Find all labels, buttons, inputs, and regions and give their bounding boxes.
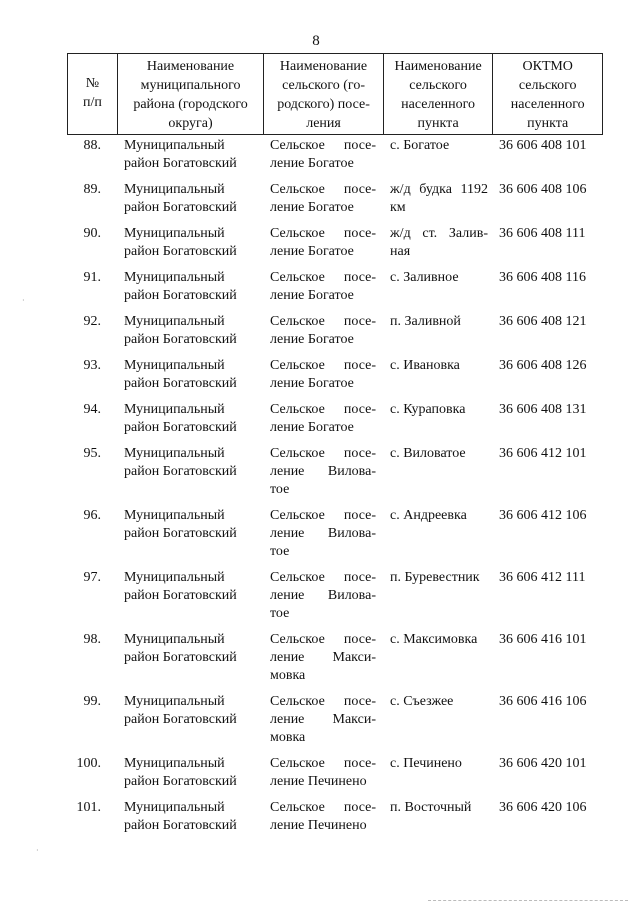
settlement-cell	[264, 181, 384, 217]
table-row	[67, 445, 603, 499]
district-line: Муниципальный	[124, 226, 225, 241]
settlement-cell	[264, 507, 384, 561]
settlement-cell	[264, 799, 384, 835]
header-locality-line: пункта	[417, 116, 459, 131]
settlement-cell	[264, 445, 384, 499]
district-cell	[117, 401, 264, 437]
settlement-line: Сельское посе-	[270, 402, 376, 417]
settlement-line: ление Макси-	[270, 650, 376, 665]
locality-line: с. Кураповка	[390, 402, 466, 417]
locality-line: с. Максимовка	[390, 632, 478, 647]
row-number: 98.	[83, 632, 101, 647]
locality-line: ная	[390, 244, 411, 259]
table-row	[67, 755, 603, 791]
header-settlement	[264, 54, 384, 134]
oktmo-code: 36 606 408 126	[499, 358, 587, 373]
district-line: район Богатовский	[124, 774, 237, 789]
header-settlement-line: родского) посе-	[277, 97, 370, 112]
table-header	[67, 53, 603, 135]
settlement-line: Сельское посе-	[270, 138, 376, 153]
locality-line: ж/д ст. Залив-	[390, 226, 488, 241]
locality-cell	[384, 569, 494, 623]
settlement-line: Сельское посе-	[270, 508, 376, 523]
oktmo-code: 36 606 408 111	[499, 226, 586, 241]
table-body	[67, 137, 603, 835]
table-row	[67, 799, 603, 835]
settlement-cell	[264, 693, 384, 747]
settlement-line: Сельское посе-	[270, 358, 376, 373]
district-line: район Богатовский	[124, 244, 237, 259]
locality-cell	[384, 799, 494, 835]
row-number: 88.	[83, 138, 101, 153]
header-settlement-line: ления	[306, 116, 341, 131]
oktmo-code: 36 606 412 101	[499, 446, 587, 461]
row-number: 100.	[76, 756, 101, 771]
table-row	[67, 225, 603, 261]
district-line: район Богатовский	[124, 420, 237, 435]
table-row	[67, 137, 603, 173]
settlement-cell	[264, 401, 384, 437]
district-line: район Богатовский	[124, 588, 237, 603]
header-settlement-line: Наименование	[279, 59, 368, 74]
locality-cell	[384, 181, 494, 217]
row-number: 96.	[83, 508, 101, 523]
row-number: 93.	[83, 358, 101, 373]
page-number: 8	[312, 33, 320, 49]
district-line: район Богатовский	[124, 156, 237, 171]
locality-cell	[384, 507, 494, 561]
row-number: 95.	[83, 446, 101, 461]
scan-speck: ·	[36, 846, 39, 855]
locality-line: с. Ивановка	[390, 358, 460, 373]
district-line: Муниципальный	[124, 570, 225, 585]
settlement-cell	[264, 631, 384, 685]
district-cell	[117, 181, 264, 217]
oktmo-code: 36 606 420 101	[499, 756, 587, 771]
row-number: 97.	[83, 570, 101, 585]
settlement-line: ление Богатое	[270, 332, 354, 347]
row-number: 92.	[83, 314, 101, 329]
settlement-cell	[264, 225, 384, 261]
locality-cell	[384, 755, 494, 791]
header-locality-line: Наименование	[394, 59, 482, 74]
settlement-line: ление Вилова-	[270, 464, 376, 479]
settlement-line: Сельское посе-	[270, 270, 376, 285]
oktmo-code: 36 606 416 106	[499, 694, 587, 709]
district-cell	[117, 569, 264, 623]
header-num-line: №	[85, 76, 100, 91]
row-number: 90.	[83, 226, 101, 241]
district-line: Муниципальный	[124, 446, 225, 461]
settlement-cell	[264, 313, 384, 349]
header-district-line: муниципального	[140, 78, 241, 93]
settlement-cell	[264, 755, 384, 791]
oktmo-code: 36 606 408 131	[499, 402, 587, 417]
table-row	[67, 631, 603, 685]
locality-line: с. Заливное	[390, 270, 459, 285]
locality-line: км	[390, 200, 406, 215]
header-oktmo-line: пункта	[527, 116, 569, 131]
locality-cell	[384, 401, 494, 437]
locality-line: п. Восточный	[390, 800, 472, 815]
district-cell	[117, 269, 264, 305]
settlement-cell	[264, 357, 384, 393]
settlement-line: ление Вилова-	[270, 588, 376, 603]
locality-line: п. Заливной	[390, 314, 461, 329]
district-cell	[117, 507, 264, 561]
district-line: Муниципальный	[124, 402, 225, 417]
district-line: Муниципальный	[124, 756, 225, 771]
header-oktmo-line: населенного	[510, 97, 585, 112]
settlement-line: ление Вилова-	[270, 526, 376, 541]
table-row	[67, 181, 603, 217]
district-line: район Богатовский	[124, 200, 237, 215]
oktmo-code: 36 606 408 116	[499, 270, 586, 285]
district-cell	[117, 225, 264, 261]
settlement-cell	[264, 269, 384, 305]
settlement-line: тое	[270, 606, 290, 621]
settlement-line: Сельское посе-	[270, 182, 376, 197]
district-line: Муниципальный	[124, 182, 225, 197]
header-district-line: Наименование	[146, 59, 235, 74]
oktmo-code: 36 606 420 106	[499, 800, 587, 815]
district-cell	[117, 631, 264, 685]
scan-speck: ·	[22, 296, 25, 305]
district-cell	[117, 357, 264, 393]
header-locality-line: населенного	[401, 97, 476, 112]
locality-line: с. Богатое	[390, 138, 450, 153]
locality-cell	[384, 445, 494, 499]
row-number: 101.	[76, 800, 101, 815]
locality-line: с. Виловатое	[390, 446, 466, 461]
settlement-line: тое	[270, 482, 290, 497]
header-num	[68, 54, 118, 134]
header-locality-line: сельского	[409, 78, 467, 93]
oktmo-code: 36 606 412 106	[499, 508, 587, 523]
settlement-line: мовка	[270, 730, 306, 745]
settlement-line: ление Богатое	[270, 244, 354, 259]
district-line: Муниципальный	[124, 314, 225, 329]
district-cell	[117, 693, 264, 747]
oktmo-code: 36 606 408 101	[499, 138, 587, 153]
district-line: район Богатовский	[124, 650, 237, 665]
settlement-line: ление Богатое	[270, 376, 354, 391]
settlement-line: Сельское посе-	[270, 800, 376, 815]
settlement-line: ление Макси-	[270, 712, 376, 727]
row-number: 94.	[83, 402, 101, 417]
district-line: район Богатовский	[124, 818, 237, 833]
settlement-line: Сельское посе-	[270, 694, 376, 709]
district-line: Муниципальный	[124, 508, 225, 523]
settlement-line: ление Богатое	[270, 156, 354, 171]
header-oktmo-line: ОКТМО	[522, 59, 573, 74]
settlement-line: ление Богатое	[270, 200, 354, 215]
header-locality	[384, 54, 494, 134]
district-cell	[117, 137, 264, 173]
settlement-line: Сельское посе-	[270, 632, 376, 647]
district-cell	[117, 755, 264, 791]
table-row	[67, 569, 603, 623]
row-number: 89.	[83, 182, 101, 197]
district-line: район Богатовский	[124, 526, 237, 541]
district-cell	[117, 313, 264, 349]
oktmo-code: 36 606 412 111	[499, 570, 586, 585]
locality-cell	[384, 631, 494, 685]
locality-cell	[384, 357, 494, 393]
district-line: район Богатовский	[124, 288, 237, 303]
settlement-line: Сельское посе-	[270, 314, 376, 329]
oktmo-code: 36 606 408 106	[499, 182, 587, 197]
settlement-line: Сельское посе-	[270, 226, 376, 241]
district-line: Муниципальный	[124, 358, 225, 373]
row-number: 91.	[83, 270, 101, 285]
district-line: район Богатовский	[124, 464, 237, 479]
settlement-line: ление Печинено	[270, 774, 367, 789]
locality-cell	[384, 225, 494, 261]
settlement-line: ление Богатое	[270, 420, 354, 435]
locality-line: ж/д будка 1192	[390, 182, 488, 197]
settlement-line: ление Печинено	[270, 818, 367, 833]
header-oktmo-line: сельского	[518, 78, 577, 93]
locality-line: п. Буревестник	[390, 570, 480, 585]
district-line: район Богатовский	[124, 332, 237, 347]
table-row	[67, 693, 603, 747]
settlement-cell	[264, 137, 384, 173]
header-settlement-line: сельского (го-	[282, 78, 365, 93]
district-line: район Богатовский	[124, 376, 237, 391]
district-line: район Богатовский	[124, 712, 237, 727]
settlement-line: Сельское посе-	[270, 446, 376, 461]
header-num-line: п/п	[82, 95, 102, 110]
header-district-line: района (городского	[133, 97, 248, 112]
settlement-line: Сельское посе-	[270, 756, 376, 771]
district-cell	[117, 799, 264, 835]
locality-line: с. Печинено	[390, 756, 462, 771]
table-row	[67, 313, 603, 349]
oktmo-code: 36 606 408 121	[499, 314, 587, 329]
district-line: Муниципальный	[124, 632, 225, 647]
row-number: 99.	[83, 694, 101, 709]
district-line: Муниципальный	[124, 800, 225, 815]
locality-cell	[384, 313, 494, 349]
scan-edge-rule	[428, 900, 628, 902]
district-line: Муниципальный	[124, 270, 225, 285]
locality-cell	[384, 269, 494, 305]
district-cell	[117, 445, 264, 499]
settlement-line: тое	[270, 544, 290, 559]
settlement-line: ление Богатое	[270, 288, 354, 303]
table-row	[67, 507, 603, 561]
header-district-line: округа)	[168, 116, 213, 131]
district-line: Муниципальный	[124, 138, 225, 153]
district-line: Муниципальный	[124, 694, 225, 709]
table-row	[67, 401, 603, 437]
oktmo-code: 36 606 416 101	[499, 632, 587, 647]
settlement-line: Сельское посе-	[270, 570, 376, 585]
locality-line: с. Съезжее	[390, 694, 454, 709]
settlement-cell	[264, 569, 384, 623]
header-oktmo	[493, 54, 602, 134]
locality-line: с. Андреевка	[390, 508, 467, 523]
settlement-line: мовка	[270, 668, 306, 683]
locality-cell	[384, 137, 494, 173]
table-row	[67, 269, 603, 305]
header-district	[118, 54, 264, 134]
locality-cell	[384, 693, 494, 747]
table-row	[67, 357, 603, 393]
